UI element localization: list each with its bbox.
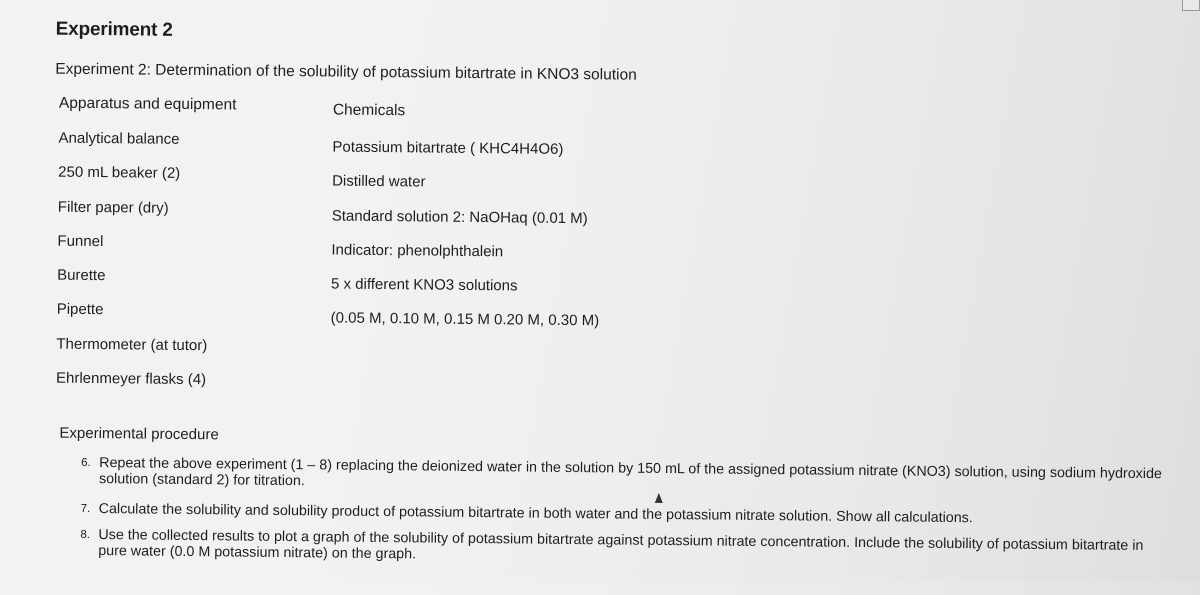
step-number: 7. bbox=[80, 502, 91, 515]
apparatus-item: Filter paper (dry) bbox=[57, 198, 169, 217]
apparatus-item: Burette bbox=[57, 266, 106, 285]
chemical-item: 5 x different KNO3 solutions bbox=[330, 275, 518, 295]
procedure-step bbox=[81, 501, 1171, 528]
chemicals-heading: Chemicals bbox=[332, 101, 406, 120]
chemicals-list bbox=[330, 137, 601, 346]
apparatus-item: Funnel bbox=[57, 232, 104, 250]
procedure-step bbox=[81, 455, 1171, 498]
apparatus-item: Thermometer (at tutor) bbox=[56, 335, 208, 354]
apparatus-item: Pipette bbox=[56, 301, 104, 319]
chemical-item: Distilled water bbox=[332, 172, 426, 191]
page-title: Experiment 2 bbox=[55, 18, 173, 41]
mouse-cursor-icon bbox=[655, 493, 663, 503]
procedure-steps bbox=[80, 455, 1171, 578]
step-text: Calculate the solubility and solubility product of potassium bitartrate in both water and the potassium nitrate solution. Show all calculations. bbox=[98, 501, 973, 527]
apparatus-item: Analytical balance bbox=[58, 129, 180, 148]
procedure-heading: Experimental procedure bbox=[59, 424, 219, 444]
chemical-item: Potassium bitartrate ( KHC4H4O6) bbox=[332, 138, 564, 158]
step-number: 8. bbox=[80, 528, 91, 541]
apparatus-item: Ehrlenmeyer flasks (4) bbox=[55, 369, 207, 389]
apparatus-list bbox=[56, 129, 210, 405]
chemical-item: Indicator: phenolphthalein bbox=[331, 241, 504, 261]
procedure-step bbox=[80, 527, 1170, 570]
step-text: Repeat the above experiment (1 – 8) replacing the deionized water in the solution by 150 mL of the assigned potassium nitrate (KNO3) solution, using sodium hydroxide solution (standard 2) for titration. bbox=[98, 455, 1163, 490]
chemical-item: (0.05 M, 0.10 M, 0.15 M 0.20 M, 0.30 M) bbox=[330, 309, 600, 330]
experiment-subtitle: Experiment 2: Determination of the solubility of potassium bitartrate in KNO3 solution bbox=[55, 60, 637, 84]
chemical-item: Standard solution 2: NaOHaq (0.01 M) bbox=[331, 207, 588, 227]
apparatus-heading: Apparatus and equipment bbox=[58, 94, 237, 114]
apparatus-item: 250 mL beaker (2) bbox=[58, 163, 181, 183]
window-corner-icon bbox=[1182, 0, 1200, 11]
step-text: Use the collected results to plot a graph of the solubility of potassium bitartrate against potassium nitrate concentration. Include the solubility of potassium bitartrate in pure water (0.0 M potassium nitrate) on the graph. bbox=[98, 527, 1144, 563]
step-number: 6. bbox=[81, 456, 91, 469]
